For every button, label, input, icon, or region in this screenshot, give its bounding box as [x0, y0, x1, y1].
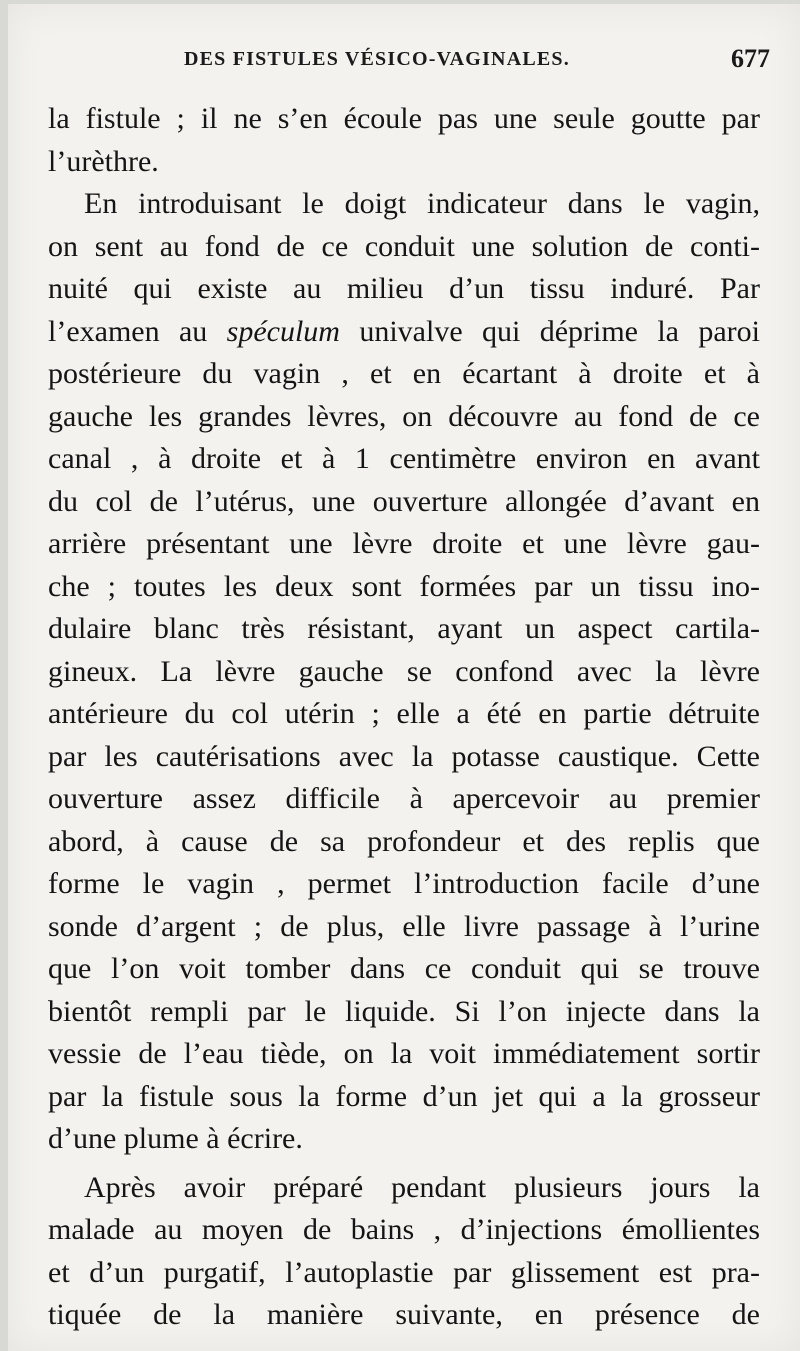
text-segment: univalve qui déprime la paroi [339, 314, 760, 348]
text-line: En introduisant le doigt indicateur dans le vagin, [84, 187, 760, 220]
text-line: du col de l’utérus, une ouverture allongée d’avant en [48, 484, 760, 518]
text-line: la fistule ; il ne s’en écoule pas une seule goutte par [48, 102, 760, 135]
text-line: che ; toutes les deux sont formées par un tissu ino- [48, 569, 760, 603]
running-title: DES FISTULES VÉSICO-VAGINALES. [184, 48, 570, 70]
text-line: l’urèthre. [48, 144, 159, 178]
text-line: et d’un purgatif, l’autoplastie par glissement est pra- [48, 1255, 760, 1289]
text-line: ouverture assez difficile à apercevoir au premier [48, 782, 760, 815]
text-line: postérieure du vagin , et en écartant à droite et à [48, 357, 760, 390]
text-line: par les cautérisations avec la potasse caustique. Cette [48, 739, 760, 773]
text-line: sonde d’argent ; de plus, elle livre passage à l’urine [48, 909, 760, 943]
text-line [48, 311, 760, 354]
text-line: vessie de l’eau tiède, on la voit immédiatement sortir [48, 1037, 760, 1070]
text-line: canal , à droite et à 1 centimètre environ en avant [48, 442, 760, 475]
page-header [8, 42, 800, 82]
text-line: arrière présentant une lèvre droite et une lèvre gau- [48, 527, 760, 560]
page-number: 677 [731, 44, 770, 73]
text-line: Après avoir préparé pendant plusieurs jours la [84, 1170, 760, 1204]
text-line: gauche les grandes lèvres, on découvre au fond de ce [48, 399, 760, 433]
text-line: d’une plume à écrire. [48, 1122, 303, 1155]
text-line: par la fistule sous la forme d’un jet qui a la grosseur [48, 1079, 760, 1113]
text-line: bientôt rempli par le liquide. Si l’on injecte dans la [48, 994, 760, 1028]
book-page [8, 4, 800, 1351]
text-line: forme le vagin , permet l’introduction facile d’une [48, 867, 760, 900]
text-line: que l’on voit tomber dans ce conduit qui se trouve [48, 952, 760, 985]
text-line: nuité qui existe au milieu d’un tissu induré. Par [48, 272, 760, 305]
body-text [48, 98, 760, 1337]
text-line: abord, à cause de sa profondeur et des replis que [48, 824, 760, 858]
text-line: dulaire blanc très résistant, ayant un aspect cartila- [48, 612, 760, 645]
text-segment: l’examen au [48, 314, 227, 348]
text-line: gineux. La lèvre gauche se confond avec la lèvre [48, 654, 760, 688]
text-line: malade au moyen de bains , d’injections émollientes [48, 1213, 760, 1246]
text-line: antérieure du col utérin ; elle a été en partie détruite [48, 697, 760, 730]
italic-term: spéculum [226, 314, 340, 348]
text-line: on sent au fond de ce conduit une solution de conti- [48, 229, 760, 263]
text-line: tiquée de la manière suivante, en présence de [48, 1298, 760, 1331]
